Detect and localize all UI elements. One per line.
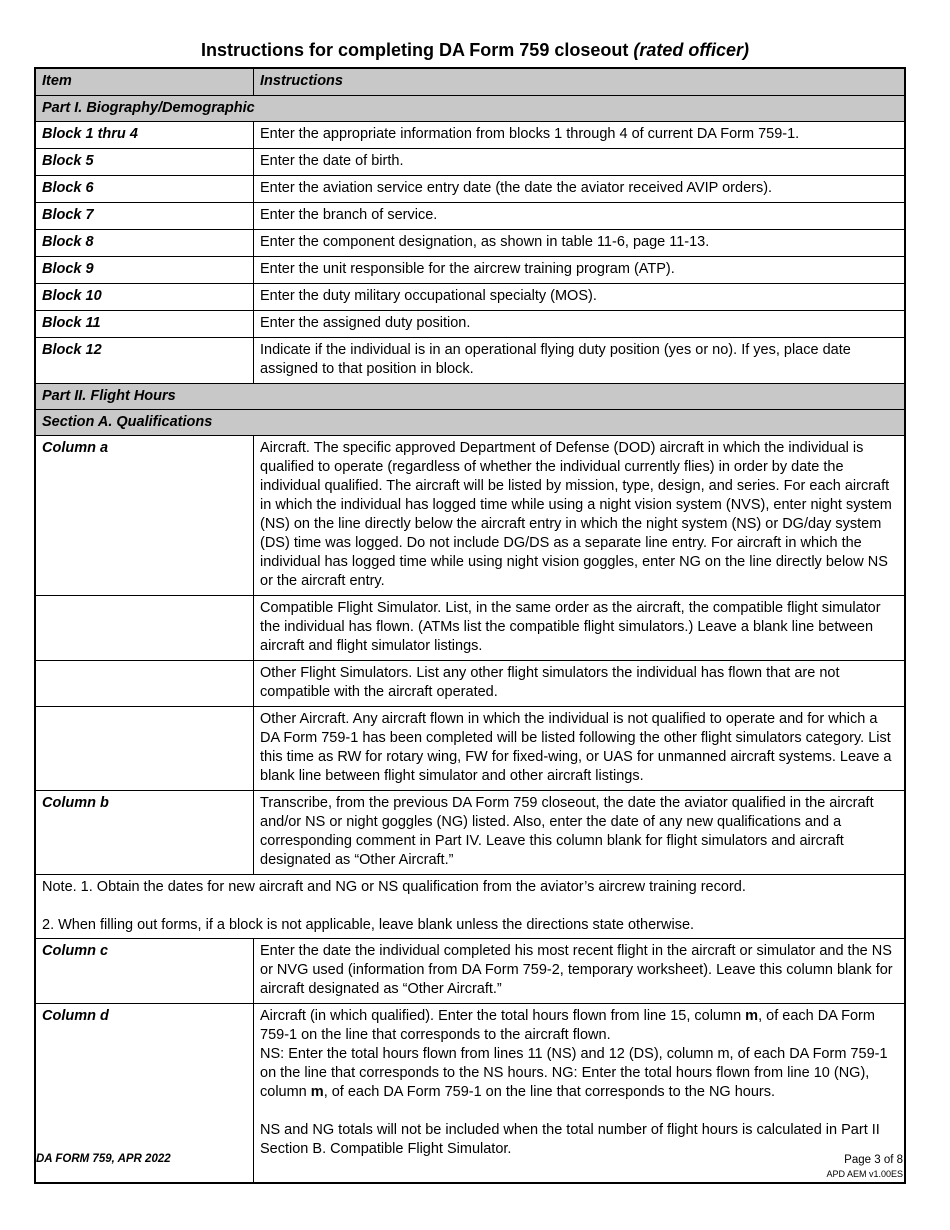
table-row <box>36 790 904 874</box>
table-row <box>36 938 904 1003</box>
note-2: 2. When filling out forms, if a block is not applicable, leave blank unless the directions state otherwise. <box>42 917 695 933</box>
header-instructions: Instructions <box>260 73 343 89</box>
note-row <box>36 874 904 938</box>
instructions-table <box>34 67 906 1184</box>
table-row <box>36 256 904 283</box>
row-text: Enter the branch of service. <box>260 207 438 223</box>
text-span: Aircraft (in which qualified). Enter the total hours flown from line 15, column <box>260 1008 746 1024</box>
row-item-empty <box>36 707 254 790</box>
table-row <box>36 175 904 202</box>
row-text: Enter the duty military occupational specialty (MOS). <box>260 288 597 304</box>
row-text: Transcribe, from the previous DA Form 759 closeout, the date the aviator qualified in the aircraft and/or NS or night goggles (NG) listed. Also, enter the date of any new qualifications and a corresponding comment in Part IV. Leave this column blank for flight simulators and aircraft designated as “Other Aircraft.” <box>260 795 874 868</box>
row-item: Column d <box>36 1004 254 1182</box>
row-item-empty <box>36 661 254 706</box>
column-d-para-3: NS and NG totals will not be included when the total number of flight hours is calculated in Part II Section B. Compatible Flight Simulator. <box>260 1122 880 1157</box>
part1-label: Part I. Biography/Demographic <box>42 100 255 116</box>
table-row <box>36 310 904 337</box>
title-italic: (rated officer) <box>633 40 750 60</box>
table-row <box>36 121 904 148</box>
row-text: Enter the date of birth. <box>260 153 404 169</box>
row-item: Column b <box>36 791 254 874</box>
row-text <box>254 1004 904 1182</box>
table-row <box>36 435 904 595</box>
note-1: Note. 1. Obtain the dates for new aircraft and NG or NS qualification from the aviator’s aircrew training record. <box>42 879 746 895</box>
row-item-empty <box>36 596 254 660</box>
section-a-label: Section A. Qualifications <box>42 414 213 430</box>
column-d-para-2 <box>260 1045 898 1102</box>
row-item: Block 11 <box>36 311 254 337</box>
section-a <box>36 409 904 435</box>
table-row <box>36 202 904 229</box>
row-text: Compatible Flight Simulator. List, in the same order as the aircraft, the compatible flight simulator the individual has flown. (ATMs list the compatible flight simulators.) Leave a blank line between aircraft and flight simulator listings. <box>260 600 881 654</box>
row-item: Column a <box>36 436 254 595</box>
table-row <box>36 229 904 256</box>
row-text: Aircraft. The specific approved Department of Defense (DOD) aircraft in which the individual is qualified to operate (regardless of whether the individual currently flies) in order by date the individual qualified. The aircraft will be listed by mission, type, design, and series. For each aircraft in which the individual has logged time while using a night vision system (NVS), enter night system (NS) on the line directly below the aircraft entry in which the night system (NS) or DG/day system (DS) time was logged. Do not include DG/DS as a separate line entry. For aircraft in which the individual has logged time while using night vision goggles, enter NG on the line directly below NS or the aircraft entry. <box>260 440 892 589</box>
table-header <box>36 69 904 95</box>
row-text: Enter the component designation, as shown in table 11-6, page 11-13. <box>260 234 710 250</box>
row-text: Enter the aviation service entry date (the date the aviator received AVIP orders). <box>260 180 773 196</box>
row-item: Block 8 <box>36 230 254 256</box>
title-main: Instructions for completing DA Form 759 closeout <box>200 40 634 60</box>
row-item: Block 10 <box>36 284 254 310</box>
table-row <box>36 283 904 310</box>
row-text: Enter the date the individual completed his most recent flight in the aircraft or simulator and the NS or NVG used (information from DA Form 759-2, temporary worksheet). Leave this column blank for aircraft designated as “Other Aircraft.” <box>260 943 893 997</box>
row-text: Enter the appropriate information from blocks 1 through 4 of current DA Form 759-1. <box>260 126 800 142</box>
table-row <box>36 706 904 790</box>
row-text: Indicate if the individual is in an operational flying duty position (yes or no). If yes, place date assigned to that position in block. <box>260 342 851 377</box>
page-title <box>0 36 950 64</box>
row-item: Block 5 <box>36 149 254 175</box>
row-item: Block 1 thru 4 <box>36 122 254 148</box>
row-text: Other Aircraft. Any aircraft flown in which the individual is not qualified to operate and for which a DA Form 759-1 has been completed will be listed following the other flight simulators category. List this time as RW for rotary wing, FW for fixed-wing, or UAS for unmanned aircraft systems. Leave a blank line between flight simulator and other aircraft listings. <box>260 711 892 784</box>
row-item: Column c <box>36 939 254 1003</box>
header-item: Item <box>36 69 254 95</box>
table-row <box>36 337 904 383</box>
text-span: NS: Enter the total hours flown from lines 11 (NS) and 12 (DS), column m, of each DA Form 759-1 on the line that corresponds to the NS hours. NG: Enter the total hours flown from line 10 (NG), column <box>260 1046 888 1100</box>
row-item: Block 6 <box>36 176 254 202</box>
table-row <box>36 595 904 660</box>
section-part2 <box>36 383 904 409</box>
text-span: , of each DA Form 759-1 on the line that corresponds to the aircraft flown. <box>260 1008 875 1043</box>
table-row <box>36 660 904 706</box>
row-item: Block 12 <box>36 338 254 383</box>
column-d-para-1 <box>260 1007 898 1045</box>
page-info <box>826 1153 903 1181</box>
version-label: APD AEM v1.00ES <box>826 1169 903 1179</box>
form-id: DA FORM 759, APR 2022 <box>36 1153 171 1165</box>
row-text: Enter the assigned duty position. <box>260 315 471 331</box>
note-text <box>36 875 904 938</box>
bold-span: m <box>310 1084 324 1100</box>
row-item: Block 9 <box>36 257 254 283</box>
table-row <box>36 148 904 175</box>
row-item: Block 7 <box>36 203 254 229</box>
page-number: Page 3 of 8 <box>844 1154 903 1166</box>
text-span: , of each DA Form 759-1 on the line that corresponds to the NG hours. <box>323 1084 776 1100</box>
bold-span: m <box>745 1008 759 1024</box>
section-part1 <box>36 95 904 121</box>
part2-label: Part II. Flight Hours <box>42 388 176 404</box>
row-text: Enter the unit responsible for the aircrew training program (ATP). <box>260 261 675 277</box>
row-text: Other Flight Simulators. List any other flight simulators the individual has flown that are not compatible with the aircraft operated. <box>260 665 840 700</box>
